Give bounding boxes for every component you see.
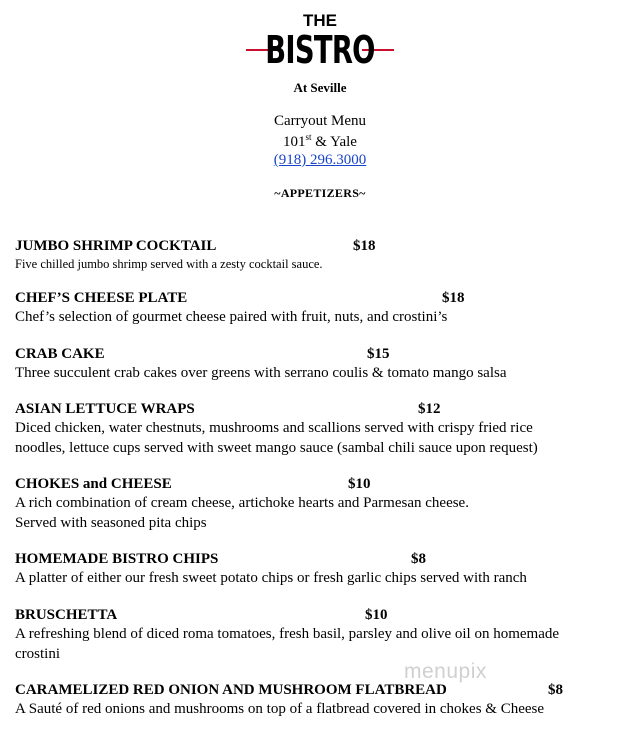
address-rest: & Yale bbox=[311, 134, 357, 150]
item-name: HOMEMADE BISTRO CHIPS bbox=[15, 551, 219, 567]
item-price: $18 bbox=[442, 290, 465, 306]
item-name: JUMBO SHRIMP COCKTAIL bbox=[15, 238, 217, 254]
item-description: A platter of either our fresh sweet potato chips or fresh garlic chips served with ranch bbox=[15, 570, 527, 586]
item-description: Five chilled jumbo shrimp served with a zesty cocktail sauce. bbox=[15, 257, 323, 271]
item-price: $18 bbox=[353, 238, 376, 254]
item-name: ASIAN LETTUCE WRAPS bbox=[15, 401, 195, 417]
item-description-line-1: A rich combination of cream cheese, artichoke hearts and Parmesan cheese. bbox=[15, 495, 469, 511]
logo-name: BISTRO bbox=[265, 28, 375, 72]
item-price: $8 bbox=[548, 682, 563, 698]
item-description: A Sauté of red onions and mushrooms on top of a flatbread covered in chokes & Cheese bbox=[15, 701, 545, 717]
address bbox=[0, 132, 640, 151]
item-description: Three succulent crab cakes over greens with serrano coulis & tomato mango salsa bbox=[15, 365, 507, 381]
item-description-line-1: Diced chicken, water chestnuts, mushrooms and scallions served with crispy fried rice bbox=[15, 420, 533, 436]
address-suffix: st bbox=[305, 132, 312, 142]
item-description-line-2: Served with seasoned pita chips bbox=[15, 515, 207, 531]
bistro-logo bbox=[0, 12, 640, 82]
phone-link[interactable]: (918) 296.3000 bbox=[273, 152, 367, 168]
item-name: CARAMELIZED RED ONION AND MUSHROOM FLATBREAD bbox=[15, 682, 447, 698]
location-subtitle: At Seville bbox=[293, 80, 347, 95]
address-number: 101 bbox=[283, 134, 306, 150]
logo-the: THE bbox=[303, 11, 337, 30]
item-description: Chef’s selection of gourmet cheese paired with fruit, nuts, and crostini’s bbox=[15, 309, 448, 325]
item-description-line-1: A refreshing blend of diced roma tomatoes, fresh basil, parsley and olive oil on homemade bbox=[15, 626, 560, 642]
item-price: $10 bbox=[348, 476, 371, 492]
item-name: CHOKES and CHEESE bbox=[15, 476, 172, 492]
item-name: CHEF’S CHEESE PLATE bbox=[15, 290, 188, 306]
item-name: BRUSCHETTA bbox=[15, 607, 118, 623]
menu-type: Carryout Menu bbox=[273, 113, 367, 129]
item-price: $12 bbox=[418, 401, 441, 417]
item-description-line-2: crostini bbox=[15, 646, 60, 662]
section-title: ~APPETIZERS~ bbox=[274, 186, 366, 200]
item-description-line-2: noodles, lettuce cups served with sweet mango sauce (sambal chili sauce upon request) bbox=[15, 440, 538, 456]
item-price: $15 bbox=[367, 346, 390, 362]
item-name: CRAB CAKE bbox=[15, 346, 105, 362]
item-price: $10 bbox=[365, 607, 388, 623]
item-price: $8 bbox=[411, 551, 426, 567]
menupix-watermark: menupix bbox=[404, 660, 487, 683]
